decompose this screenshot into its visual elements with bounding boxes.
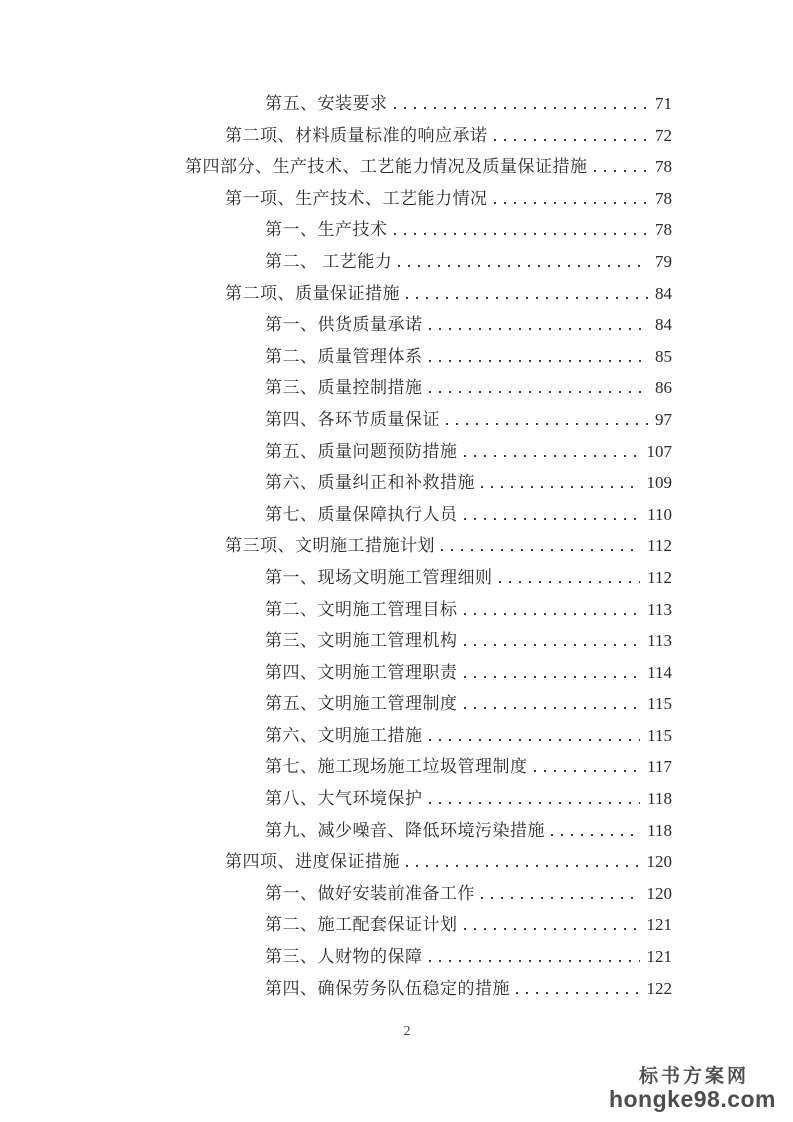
toc-entry[interactable] [185,246,672,278]
dot-leader [464,928,640,930]
toc-entry-title: 第四部分、生产技术、工艺能力情况及质量保证措施 [185,157,588,177]
toc-entry[interactable] [185,751,672,783]
toc-entry-title: 第一项、生产技术、工艺能力情况 [225,188,488,208]
toc-entry-title: 第五、安装要求 [265,94,388,113]
toc-entry-page: 84 [655,283,672,303]
dot-leader [464,455,640,457]
toc-entry[interactable] [185,404,672,436]
dot-leader [494,202,649,204]
dot-leader [494,139,649,141]
toc-entry[interactable] [185,594,672,626]
toc-entry[interactable] [185,214,672,246]
toc-entry[interactable] [185,151,672,183]
dot-leader [464,518,641,520]
dot-leader [464,676,641,678]
toc-entry-title: 第八、大气环境保护 [265,789,423,809]
toc-entry-title: 第一、现场文明施工管理细则 [265,567,493,587]
toc-entry-title: 第一、生产技术 [265,220,388,240]
toc-entry-title: 第二、质量管理体系 [265,346,423,366]
watermark-site-name: 标书方案网 [638,1066,749,1087]
toc-entry[interactable] [185,467,672,499]
toc-entry-title: 第二项、材料质量标准的响应承诺 [225,125,488,145]
dot-leader [594,170,649,172]
dot-leader [516,992,640,994]
toc-entry-page: 112 [647,536,672,556]
dot-leader [499,581,641,583]
dot-leader [441,549,640,551]
toc-entry-title: 第九、减少噪音、降低环境污染措施 [265,820,545,840]
dot-leader [406,865,640,867]
toc-entry-page: 78 [655,220,672,240]
toc-entry[interactable] [185,499,672,531]
dot-leader [398,265,648,267]
toc-entry[interactable] [185,278,672,310]
dot-leader [534,770,641,772]
toc-entry-page: 78 [655,188,672,208]
toc-entry-page: 71 [655,94,672,113]
toc-entry-page: 121 [646,947,672,967]
toc-entry-title: 第四、确保劳务队伍稳定的措施 [265,978,510,998]
dot-leader [429,328,649,330]
toc-entry[interactable] [185,657,672,689]
dot-leader [429,802,641,804]
toc-entry-title: 第三项、文明施工措施计划 [225,536,435,556]
toc-entry[interactable] [185,909,672,941]
toc-entry[interactable] [185,372,672,404]
toc-entry-page: 72 [655,125,672,145]
toc-entry-page: 109 [646,473,672,493]
toc-entry-title: 第六、文明施工措施 [265,725,423,745]
toc-entry[interactable] [185,815,672,847]
toc-entry[interactable] [185,562,672,594]
toc-entry[interactable] [185,941,672,973]
toc-entry-title: 第二、施工配套保证计划 [265,915,458,935]
toc-entry-page: 112 [647,567,672,587]
toc-entry-title: 第二、 工艺能力 [265,251,393,271]
dot-leader [394,107,649,109]
dot-leader [481,897,640,899]
dot-leader [406,297,648,299]
toc-entry[interactable] [185,120,672,152]
dot-leader [429,739,641,741]
toc-entry-title: 第三、文明施工管理机构 [265,631,458,651]
toc-entry[interactable] [185,625,672,657]
toc-entry-page: 78 [655,157,672,177]
toc-entry-page: 120 [646,852,672,872]
dot-leader [429,960,640,962]
toc-entry-page: 114 [647,662,672,682]
table-of-contents [185,88,672,1004]
toc-entry-page: 115 [647,725,672,745]
toc-entry-title: 第五、质量问题预防措施 [265,441,458,461]
toc-entry-page: 118 [647,789,672,809]
page-number: 2 [403,1024,411,1039]
toc-entry-page: 113 [647,599,672,619]
toc-entry-title: 第七、质量保障执行人员 [265,504,458,524]
toc-entry-title: 第一、供货质量承诺 [265,315,423,335]
toc-entry[interactable] [185,973,672,1005]
toc-entry-title: 第六、质量纠正和补救措施 [265,473,475,493]
toc-entry-title: 第二项、质量保证措施 [225,283,400,303]
toc-entry-page: 84 [655,315,672,335]
toc-entry[interactable] [185,878,672,910]
dot-leader [481,486,640,488]
toc-entry-title: 第四、文明施工管理职责 [265,662,458,682]
toc-entry[interactable] [185,846,672,878]
dot-leader [429,391,649,393]
toc-entry-title: 第三、人财物的保障 [265,947,423,967]
toc-entry-page: 120 [646,883,672,903]
toc-entry-title: 第四、各环节质量保证 [265,409,440,429]
toc-entry-page: 118 [647,820,672,840]
toc-entry[interactable] [185,783,672,815]
dot-leader [394,233,649,235]
dot-leader [446,423,648,425]
toc-entry-title: 第七、施工现场施工垃圾管理制度 [265,757,528,777]
toc-entry-page: 79 [655,251,672,271]
toc-entry[interactable] [185,530,672,562]
toc-entry[interactable] [185,688,672,720]
toc-entry[interactable] [185,436,672,468]
toc-entry[interactable] [185,309,672,341]
toc-entry-page: 97 [655,409,672,429]
toc-entry[interactable] [185,720,672,752]
toc-entry-title: 第四项、进度保证措施 [225,852,400,872]
watermark [609,1067,776,1111]
toc-entry[interactable] [185,183,672,215]
dot-leader [464,644,641,646]
toc-entry-page: 86 [655,378,672,398]
toc-entry-page: 113 [647,631,672,651]
toc-entry-page: 110 [647,504,672,524]
toc-entry-page: 117 [647,757,672,777]
toc-entry-page: 122 [646,978,672,998]
toc-entry-title: 第三、质量控制措施 [265,378,423,398]
toc-entry-page: 85 [655,346,672,366]
dot-leader [464,613,641,615]
toc-entry-title: 第二、文明施工管理目标 [265,599,458,619]
toc-entry-title: 第五、文明施工管理制度 [265,694,458,714]
toc-entry-page: 121 [646,915,672,935]
dot-leader [464,707,641,709]
toc-entry-title: 第一、做好安装前准备工作 [265,883,475,903]
toc-entry[interactable] [185,341,672,373]
dot-leader [551,834,640,836]
watermark-site-url[interactable]: hongke98.com [608,1086,776,1112]
dot-leader [429,360,649,362]
toc-entry-page: 115 [647,694,672,714]
toc-entry[interactable] [185,88,672,120]
toc-entry-page: 107 [646,441,672,461]
